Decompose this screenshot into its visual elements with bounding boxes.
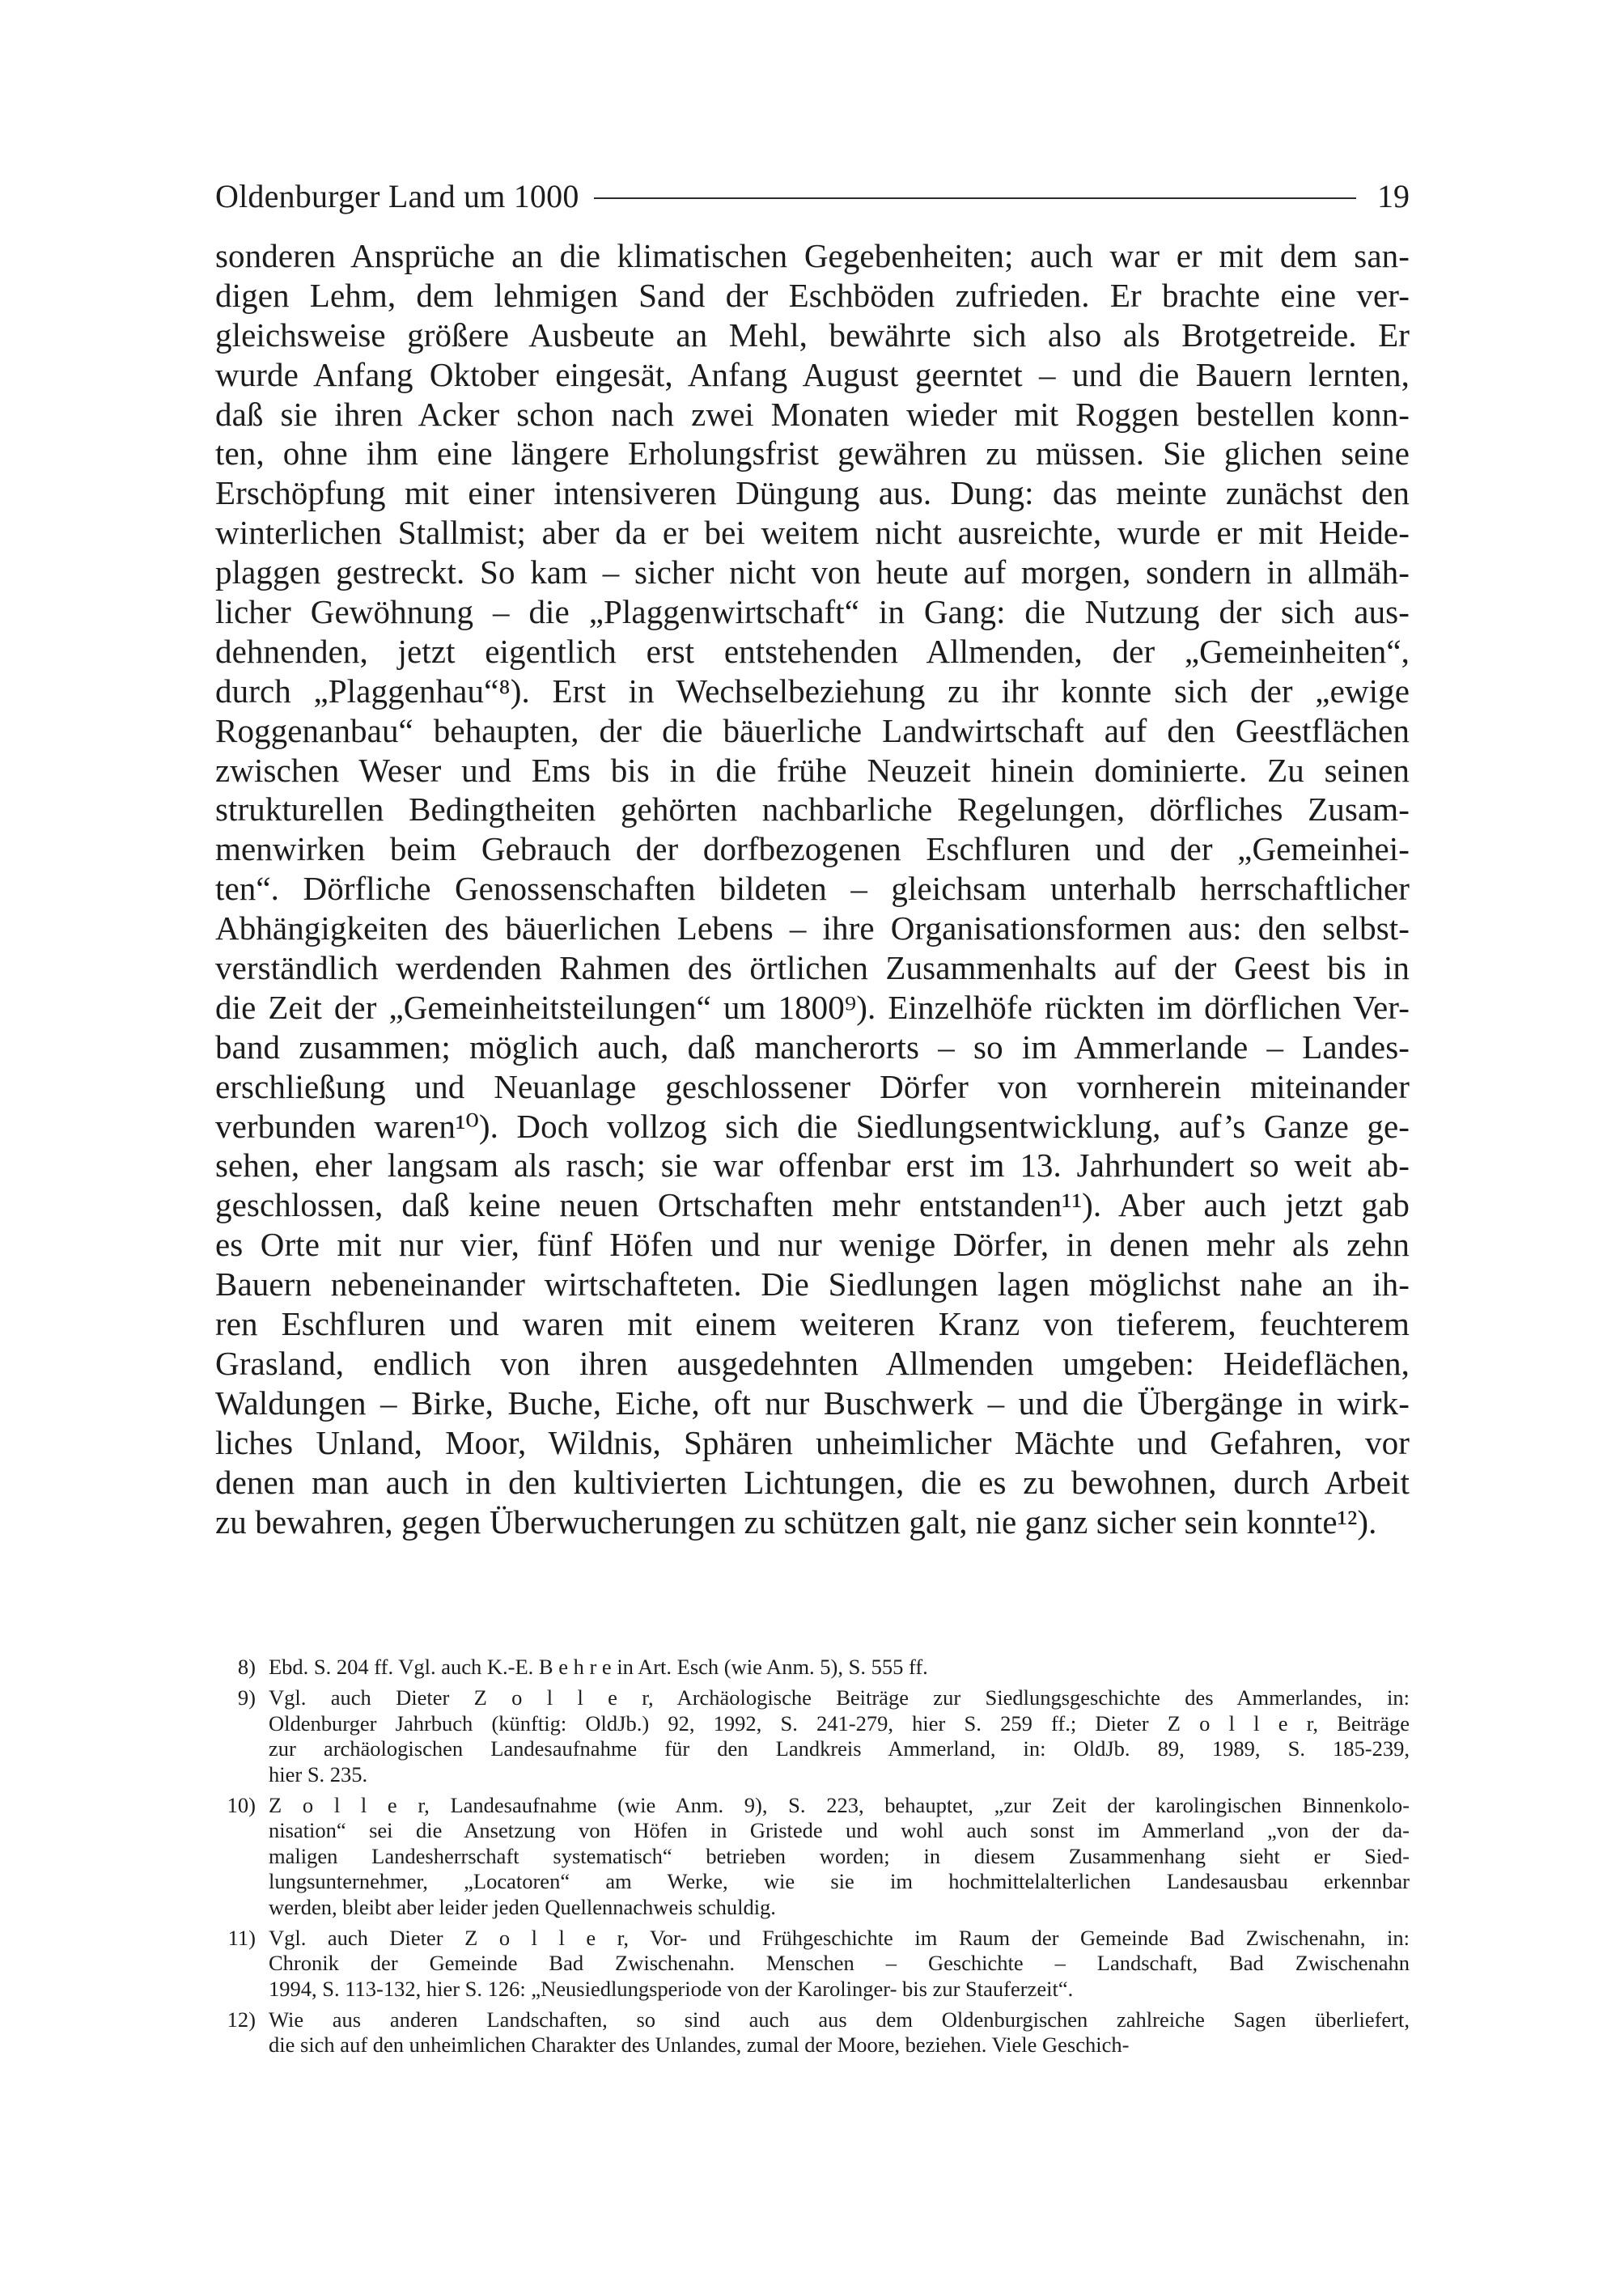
body-line: die Zeit der „Gemeinheitsteilungen“ um 1800⁹). Einzelhöfe rückten im dörflichen Ver- [215,988,1410,1026]
body-line: denen man auch in den kultivierten Lichtungen, die es zu bewohnen, durch Arbeit [215,1463,1410,1501]
body-line: ren Eschfluren und waren mit einem weiteren Kranz von tieferem, feuchterem [215,1305,1410,1343]
body-line: Abhängigkeiten des bäuerlichen Lebens – ihre Organisationsformen aus: den selbst- [215,909,1410,947]
body-line: wurde Anfang Oktober eingesät, Anfang August geerntet – und die Bauern lernten, [215,355,1410,393]
running-title: Oldenburger Land um 1000 [215,177,579,214]
body-line: dehnenden, jetzt eigentlich erst entstehenden Allmenden, der „Gemeinheiten“, [215,632,1410,670]
body-line: verbunden waren¹⁰). Doch vollzog sich die Siedlungsentwicklung, auf’s Ganze ge- [215,1107,1410,1145]
footnote [215,1926,1410,2002]
footnote-line: zur archäologischen Landesaufnahme für den Landkreis Ammerland, in: OldJb. 89, 1989, S. 185-239, [269,1736,1410,1761]
footnotes [215,1655,1410,2064]
footnote [215,1685,1410,1787]
body-line: Bauern nebeneinander wirtschafteten. Die Siedlungen lagen möglichst nahe an ih- [215,1265,1410,1303]
footnote-text [269,2007,1410,2058]
body-line: zwischen Weser und Ems bis in die frühe Neuzeit hinein dominierte. Zu seinen [215,751,1410,789]
running-header [215,175,1410,217]
footnote-line: Wie aus anderen Landschaften, so sind auch aus dem Oldenburgischen zahlreiche Sagen überliefert, [269,2007,1410,2032]
body-line: Roggenanbau“ behaupten, der die bäuerliche Landwirtschaft auf den Geestflächen [215,711,1410,749]
footnote-number: 10) [227,1792,256,1817]
body-line: band zusammen; möglich auch, daß mancherorts – so im Ammerlande – Landes- [215,1028,1410,1066]
footnote [215,2007,1410,2058]
footnote-line: werden, bleibt aber leider jeden Quellennachweis schuldig. [269,1894,776,1919]
body-line: winterlichen Stallmist; aber da er bei weitem nicht ausreichte, wurde er mit Heide- [215,514,1410,552]
footnote-line: die sich auf den unheimlichen Charakter des Unlandes, zumal der Moore, beziehen. Viele Geschich- [269,2032,1130,2058]
body-line: gleichsweise größere Ausbeute an Mehl, bewährte sich also als Brotgetreide. Er [215,316,1410,354]
body-line: licher Gewöhnung – die „Plaggenwirtschaft“ in Gang: die Nutzung der sich aus- [215,593,1410,631]
footnote-line: Vgl. auch Dieter Z o l l e r, Vor- und Frühgeschichte im Raum der Gemeinde Bad Zwischenahn, in: [269,1925,1410,1950]
footnote [215,1793,1410,1920]
body-line: sehen, eher langsam als rasch; sie war offenbar erst im 13. Jahrhundert so weit ab- [215,1146,1410,1185]
body-line: verständlich werdenden Rahmen des örtlichen Zusammenhalts auf der Geest bis in [215,949,1410,987]
body-line: ten, ohne ihm eine längere Erholungsfrist gewähren zu müssen. Sie glichen seine [215,434,1410,473]
footnote-text [269,1793,1410,1920]
footnote-number: 11) [227,1925,256,1950]
footnote-line: Z o l l e r, Landesaufnahme (wie Anm. 9), S. 223, behauptet, „zur Zeit der karolingischen Binnenkolo- [269,1792,1410,1817]
header-rule [594,197,1356,199]
body-line: Waldungen – Birke, Buche, Eiche, oft nur Buschwerk – und die Übergänge in wirk- [215,1384,1410,1422]
body-line: zu bewahren, gegen Überwucherungen zu schützen galt, nie ganz sicher sein konnte¹²). [215,1503,1377,1541]
footnote-text [269,1655,1410,1680]
footnote-line: 1994, S. 113-132, hier S. 126: „Neusiedlungsperiode von der Karolinger- bis zur Stauferzeit“. [269,1976,1074,2001]
body-line: plaggen gestreckt. So kam – sicher nicht von heute auf morgen, sondern in allmäh- [215,553,1410,591]
body-line: sonderen Ansprüche an die klimatischen Gegebenheiten; auch war er mit dem san- [215,237,1410,274]
body-line: menwirken beim Gebrauch der dorfbezogenen Eschfluren und der „Gemeinhei- [215,830,1410,868]
body-line: daß sie ihren Acker schon nach zwei Monaten wieder mit Roggen bestellen konn- [215,395,1410,433]
footnote-line: nisation“ sei die Ansetzung von Höfen in Gristede und wohl auch sonst im Ammerland „von der da- [269,1818,1410,1843]
footnote-line: lungsunternehmer, „Locatoren“ am Werke, wie sie im hochmittelalterlichen Landesausbau erkennbar [269,1869,1410,1894]
footnote-line: Chronik der Gemeinde Bad Zwischenahn. Menschen – Geschichte – Landschaft, Bad Zwischenahn [269,1951,1410,1976]
body-line: Grasland, endlich von ihren ausgedehnten Allmenden umgeben: Heideflächen, [215,1344,1410,1382]
footnote-line: Oldenburger Jahrbuch (künftig: OldJb.) 92, 1992, S. 241-279, hier S. 259 ff.; Dieter Z o l l e r, Beiträge [269,1710,1410,1736]
body-line: liches Unland, Moor, Wildnis, Sphären unheimlicher Mächte und Gefahren, vor [215,1423,1410,1461]
footnote-number: 12) [227,2007,256,2032]
footnote-line: Vgl. auch Dieter Z o l l e r, Archäologische Beiträge zur Siedlungsgeschichte des Ammerlandes, in: [269,1685,1410,1710]
page-number: 19 [1377,177,1410,214]
body-line: Erschöpfung mit einer intensiveren Düngung aus. Dung: das meinte zunächst den [215,474,1410,512]
footnote-number: 9) [237,1685,256,1710]
footnote [215,1655,1410,1680]
body-line: erschließung und Neuanlage geschlossener Dörfer von vornherein miteinander [215,1067,1410,1105]
footnote-line: Ebd. S. 204 ff. Vgl. auch K.-E. B e h r e in Art. Esch (wie Anm. 5), S. 555 ff. [269,1655,928,1679]
body-line: digen Lehm, dem lehmigen Sand der Eschböden zufrieden. Er brachte eine ver- [215,276,1410,314]
body-line: es Orte mit nur vier, fünf Höfen und nur wenige Dörfer, in denen mehr als zehn [215,1226,1410,1264]
body-line: geschlossen, daß keine neuen Ortschaften mehr entstanden¹¹). Aber auch jetzt gab [215,1186,1410,1224]
body-line: strukturellen Bedingtheiten gehörten nachbarliche Regelungen, dörfliches Zusam- [215,790,1410,829]
footnote-line: hier S. 235. [269,1761,368,1787]
body-line: ten“. Dörfliche Genossenschaften bildeten – gleichsam unterhalb herrschaftlicher [215,870,1410,908]
body-line: durch „Plaggenhau“⁸). Erst in Wechselbeziehung zu ihr konnte sich der „ewige [215,672,1410,710]
footnote-text [269,1926,1410,2002]
footnote-line: maligen Landesherrschaft systematisch“ betrieben worden; in diesem Zusammenhang sieht er Sied- [269,1843,1410,1868]
footnote-text [269,1685,1410,1787]
body-text [215,236,1410,1541]
footnote-number: 8) [237,1655,256,1679]
